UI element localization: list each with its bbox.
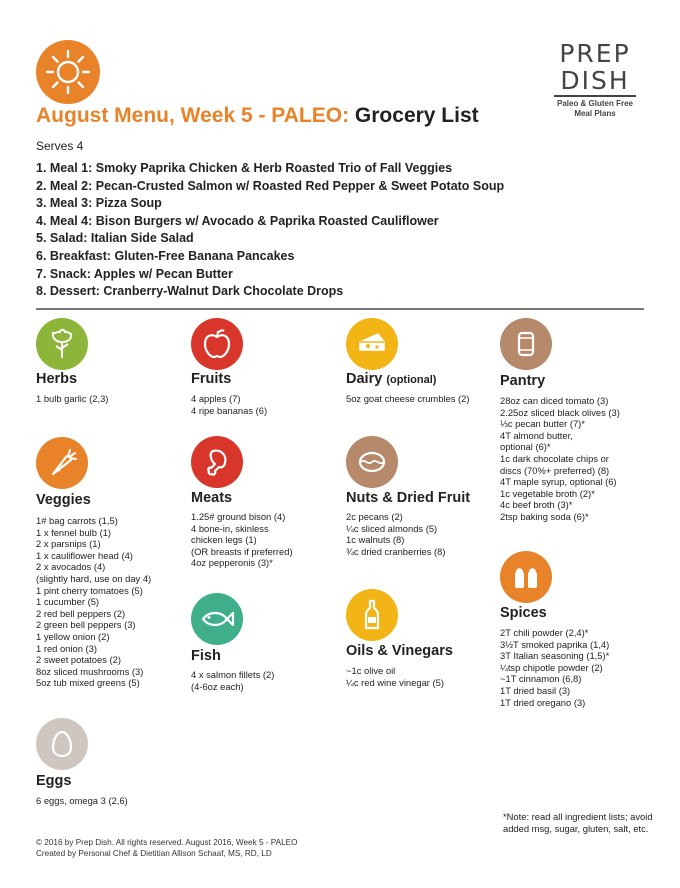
list-item: 1 yellow onion (2) <box>36 630 110 642</box>
list-item: 1.25# ground bison (4) <box>191 511 286 522</box>
list-item: ¾c dried cranberries (8) <box>346 545 446 557</box>
ingredient-note: *Note: read all ingredient lists; avoid added msg, sugar, gluten, salt, etc. <box>503 811 653 834</box>
prep-dish-logo <box>545 40 645 140</box>
walnut-icon <box>346 436 398 488</box>
footer-copyright: © 2016 by Prep Dish. All rights reserved. August 2016, Week 5 - PALEO <box>36 838 298 847</box>
list-item: 1 cucumber (5) <box>36 596 100 608</box>
pantry-title: Pantry <box>500 373 546 389</box>
list-item: 4 bone-in, skinless <box>191 522 269 534</box>
meal-item: 8. Dessert: Cranberry-Walnut Dark Chocolate Drops <box>36 284 344 299</box>
pantry-list <box>500 395 620 523</box>
parsley-icon <box>36 318 88 370</box>
list-item: 1T dried oregano (3) <box>500 696 586 708</box>
list-item: optional (6)* <box>500 441 551 453</box>
meats-list <box>191 511 293 569</box>
list-item: ¼c sliced almonds (5) <box>346 522 438 534</box>
logo-rule <box>554 95 636 97</box>
list-item: 1 x cauliflower head (4) <box>36 549 133 561</box>
page-title-accent: August Menu, Week 5 - PALEO: <box>36 104 350 127</box>
list-item: chicken legs (1) <box>191 534 257 546</box>
veggies-list <box>36 515 151 689</box>
list-item: 1c walnuts (8) <box>346 534 405 546</box>
fruits-list <box>191 393 267 416</box>
list-item: (OR breasts if preferred) <box>191 545 293 557</box>
list-item: 4 ripe bananas (6) <box>191 404 268 416</box>
drumstick-icon <box>191 436 243 488</box>
page-title <box>36 104 479 128</box>
meal-list <box>36 160 504 301</box>
fish-title: Fish <box>191 648 221 664</box>
list-item: 4 x salmon fillets (2) <box>191 669 275 680</box>
list-item: 3T Italian seasoning (1,5)* <box>500 650 610 662</box>
list-item: 2 red bell peppers (2) <box>36 607 126 619</box>
nuts-list <box>346 511 446 557</box>
spices-title: Spices <box>500 605 547 621</box>
list-item: 2tsp baking soda (6)* <box>500 510 589 522</box>
list-item: ⅓c pecan butter (7)* <box>500 418 585 430</box>
list-item: 2 green bell peppers (3) <box>36 619 136 631</box>
list-item: 2T chili powder (2,4)* <box>500 627 589 638</box>
list-item: ¼c red wine vinegar (5) <box>346 676 444 688</box>
sun-icon <box>36 40 100 104</box>
list-item: 1c vegetable broth (2)* <box>500 487 595 499</box>
dairy-title <box>346 371 436 387</box>
fish-list <box>191 669 274 692</box>
spice-shakers-icon <box>500 551 552 603</box>
oils-list <box>346 665 444 688</box>
nuts-title: Nuts & Dried Fruit <box>346 490 471 506</box>
list-item: 1 pint cherry tomatoes (5) <box>36 584 143 596</box>
list-item: 4T maple syrup, optional (6) <box>500 476 617 488</box>
logo-subtitle-1: Paleo & Gluten Free <box>556 99 634 108</box>
section-divider <box>36 308 644 310</box>
list-item: discs (70%+ preferred) (8) <box>500 464 610 476</box>
list-item: 1# bag carrots (1,5) <box>36 515 118 526</box>
list-item: 1c dark chocolate chips or <box>500 452 609 464</box>
list-item: 1 red onion (3) <box>36 642 97 654</box>
herbs-list <box>36 393 108 405</box>
list-item: 2 x avocados (4) <box>36 561 106 573</box>
list-item: 2c pecans (2) <box>346 511 403 522</box>
meal-item: 4. Meal 4: Bison Burgers w/ Avocado & Paprika Roasted Cauliflower <box>36 213 439 228</box>
list-item: 2.25oz sliced black olives (3) <box>500 406 620 418</box>
meats-title: Meats <box>191 490 233 506</box>
list-item: 1 bulb garlic (2,3) <box>36 393 109 404</box>
logo-line-2: DISH <box>560 66 630 95</box>
list-item: 2 x parsnips (1) <box>36 538 101 550</box>
list-item: 4 apples (7) <box>191 393 241 404</box>
veggies-title: Veggies <box>36 492 91 508</box>
egg-icon <box>36 718 88 770</box>
herbs-title: Herbs <box>36 371 78 387</box>
apple-icon <box>191 318 243 370</box>
cheese-icon <box>346 318 398 370</box>
list-item: 4c beef broth (3)* <box>500 499 573 511</box>
fruits-title: Fruits <box>191 371 232 387</box>
list-item: 2 sweet potatoes (2) <box>36 654 121 666</box>
dairy-list <box>346 393 470 405</box>
list-item: 8oz sliced mushrooms (3) <box>36 665 144 677</box>
can-icon <box>500 318 552 370</box>
list-item: 28oz can diced tomato (3) <box>500 395 609 406</box>
dairy-title-text: Dairy <box>346 371 383 387</box>
logo-subtitle-2: Meal Plans <box>574 109 616 118</box>
page-title-main: Grocery List <box>349 104 479 127</box>
list-item: ¼tsp chipotle powder (2) <box>500 661 603 673</box>
list-item: 5oz tub mixed greens (5) <box>36 677 140 689</box>
list-item: ~1T cinnamon (6,8) <box>500 673 582 685</box>
list-item: 4oz pepperonis (3)* <box>191 557 273 569</box>
meal-item: 7. Snack: Apples w/ Pecan Butter <box>36 266 233 281</box>
list-item: 3½T smoked paprika (1,4) <box>500 638 610 650</box>
footer-credit: Created by Personal Chef & Dietitian Allison Schaaf, MS, RD, LD <box>36 849 272 858</box>
meal-item: 1. Meal 1: Smoky Paprika Chicken & Herb Roasted Trio of Fall Veggies <box>36 161 453 175</box>
eggs-list <box>36 795 128 807</box>
dairy-title-note: (optional) <box>386 374 437 386</box>
list-item: 1T dried basil (3) <box>500 684 571 696</box>
list-item: 1 x fennel bulb (1) <box>36 526 112 538</box>
list-item: (slightly hard, use on day 4) <box>36 572 152 584</box>
meal-item: 3. Meal 3: Pizza Soup <box>36 196 162 211</box>
meal-item: 6. Breakfast: Gluten-Free Banana Pancakes <box>36 248 295 263</box>
bottle-icon <box>346 589 398 641</box>
eggs-title: Eggs <box>36 773 72 789</box>
list-item: 6 eggs, omega 3 (2,6) <box>36 795 128 806</box>
list-item: ~1c olive oil <box>346 665 396 676</box>
oils-title: Oils & Vinegars <box>346 643 453 659</box>
list-item: 4T almond butter, <box>500 429 573 441</box>
serves-label: Serves 4 <box>36 139 84 153</box>
list-item: 5oz goat cheese crumbles (2) <box>346 393 470 404</box>
spices-list <box>500 627 609 708</box>
meal-item: 2. Meal 2: Pecan-Crusted Salmon w/ Roasted Red Pepper & Sweet Potato Soup <box>36 178 505 193</box>
logo-line-1: PREP <box>559 39 631 68</box>
footer <box>36 837 298 859</box>
list-item: (4-6oz each) <box>191 680 244 692</box>
meal-item: 5. Salad: Italian Side Salad <box>36 231 194 246</box>
carrot-icon <box>36 437 88 489</box>
fish-icon <box>191 593 243 645</box>
